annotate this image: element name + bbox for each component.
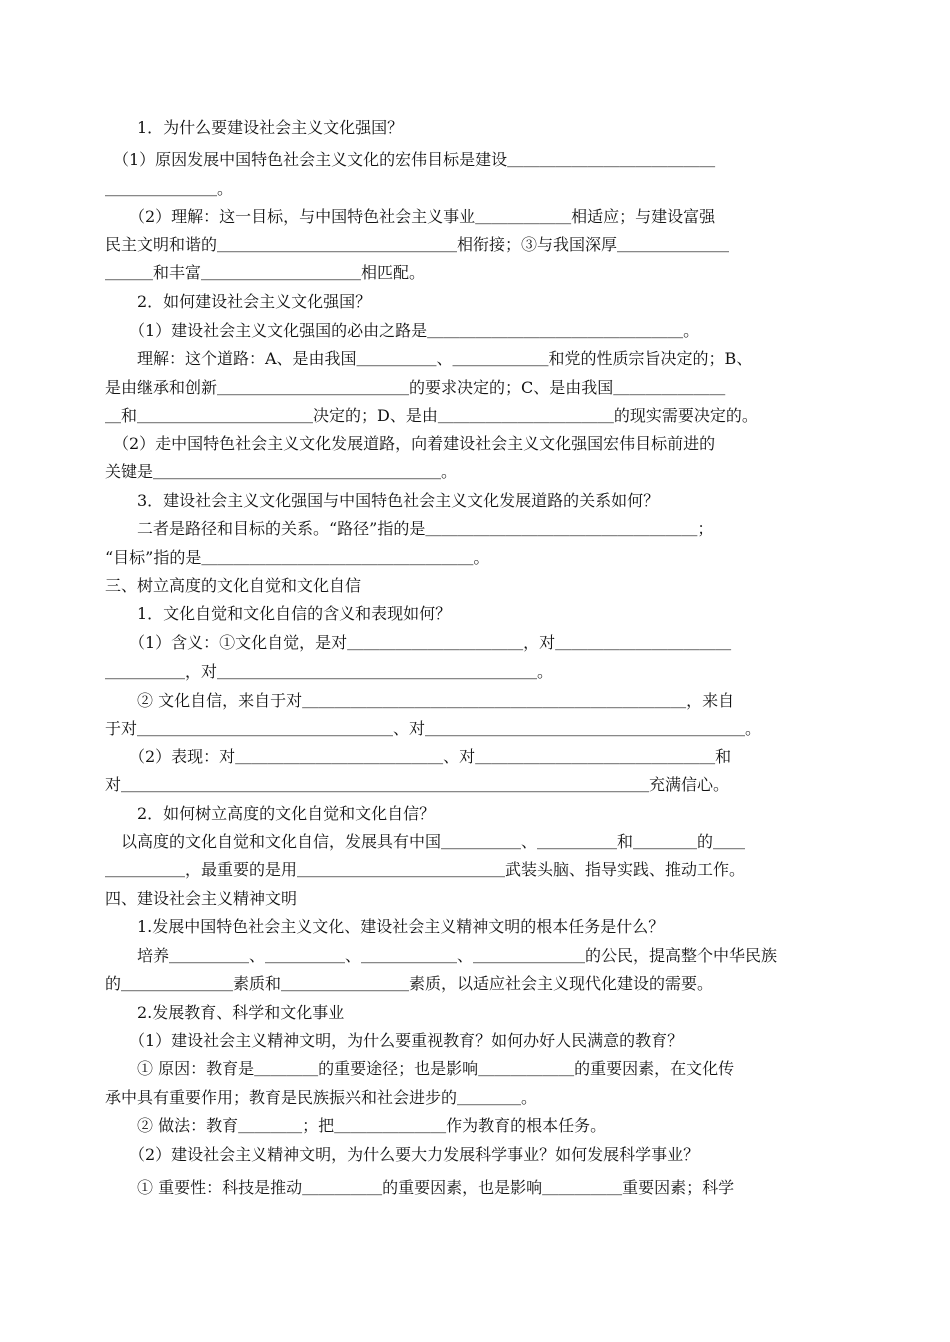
text-line: （2）走中国特色社会主义文化发展道路，向着建设社会主义文化强国宏伟目标前进的: [105, 434, 716, 453]
question-heading: 2.发展教育、科学和文化事业: [105, 1003, 345, 1022]
text-line: 民主文明和谐的＿＿＿＿＿＿＿＿＿＿＿＿＿＿＿相衔接；③与我国深厚＿＿＿＿＿＿＿: [105, 235, 730, 254]
section-heading: 三、树立高度的文化自觉和文化自信: [105, 576, 362, 595]
question-heading: 3．建设社会主义文化强国与中国特色社会主义文化发展道路的关系如何？: [105, 491, 660, 510]
text-line: 二者是路径和目标的关系。“路径”指的是＿＿＿＿＿＿＿＿＿＿＿＿＿＿＿＿＿；: [105, 519, 714, 538]
text-line: （2）理解：这一目标，与中国特色社会主义事业＿＿＿＿＿＿相适应；与建设富强: [105, 207, 716, 226]
text-line: 关键是＿＿＿＿＿＿＿＿＿＿＿＿＿＿＿＿＿＿。: [105, 462, 458, 481]
text-line: （1）建设社会主义精神文明，为什么要重视教育？如何办好人民满意的教育？: [105, 1031, 684, 1050]
text-line: （2）表现：对＿＿＿＿＿＿＿＿＿＿＿＿＿、对＿＿＿＿＿＿＿＿＿＿＿＿＿＿＿和: [105, 747, 732, 766]
text-line: （1）建设社会主义文化强国的必由之路是＿＿＿＿＿＿＿＿＿＿＿＿＿＿＿＿。: [105, 321, 700, 340]
text-line: 对＿＿＿＿＿＿＿＿＿＿＿＿＿＿＿＿＿＿＿＿＿＿＿＿＿＿＿＿＿＿＿＿＿充满信心。: [105, 775, 730, 794]
text-line: 于对＿＿＿＿＿＿＿＿＿＿＿＿＿＿＿＿、对＿＿＿＿＿＿＿＿＿＿＿＿＿＿＿＿＿＿＿＿。: [105, 719, 762, 738]
question-heading: 1．文化自觉和文化自信的含义和表现如何？: [105, 604, 452, 623]
text-line: ＿＿＿和丰富＿＿＿＿＿＿＿＿＿＿相匹配。: [105, 263, 426, 282]
text-line: ② 文化自信，来自于对＿＿＿＿＿＿＿＿＿＿＿＿＿＿＿＿＿＿＿＿＿＿＿＿，来自: [105, 691, 735, 710]
text-line: ＿＿＿＿＿，最重要的是用＿＿＿＿＿＿＿＿＿＿＿＿＿武装头脑、指导实践、推动工作。: [105, 860, 746, 879]
question-heading: 1．为什么要建设社会主义文化强国？: [105, 118, 404, 137]
text-line: 承中具有重要作用；教育是民族振兴和社会进步的＿＿＿＿。: [105, 1088, 538, 1107]
text-line: 以高度的文化自觉和文化自信，发展具有中国＿＿＿＿＿、＿＿＿＿＿和＿＿＿＿的＿＿: [105, 832, 746, 851]
text-line: ＿＿＿＿＿＿＿。: [105, 179, 234, 198]
text-line: （2）建设社会主义精神文明，为什么要大力发展科学事业？如何发展科学事业？: [105, 1145, 700, 1164]
text-line: ② 做法：教育＿＿＿＿；把＿＿＿＿＿＿＿作为教育的根本任务。: [105, 1116, 607, 1135]
text-line: ① 原因：教育是＿＿＿＿的重要途径；也是影响＿＿＿＿＿＿的重要因素，在文化传: [105, 1059, 735, 1078]
section-heading: 四、建设社会主义精神文明: [105, 889, 298, 908]
text-line: “目标”指的是＿＿＿＿＿＿＿＿＿＿＿＿＿＿＿＿＿。: [105, 548, 490, 567]
text-line: 的＿＿＿＿＿＿＿素质和＿＿＿＿＿＿＿＿素质，以适应社会主义现代化建设的需要。: [105, 974, 714, 993]
question-heading: 2．如何建设社会主义文化强国？: [105, 292, 372, 311]
text-line: ＿＿＿＿＿，对＿＿＿＿＿＿＿＿＿＿＿＿＿＿＿＿＿＿＿＿。: [105, 662, 554, 681]
text-line: （1）原因发展中国特色社会主义文化的宏伟目标是建设＿＿＿＿＿＿＿＿＿＿＿＿＿: [105, 150, 716, 169]
text-line: 是由继承和创新＿＿＿＿＿＿＿＿＿＿＿＿的要求决定的；C、是由我国＿＿＿＿＿＿＿: [105, 378, 726, 397]
question-heading: 1.发展中国特色社会主义文化、建设社会主义精神文明的根本任务是什么？: [105, 917, 665, 936]
text-line: 培养＿＿＿＿＿、＿＿＿＿＿、＿＿＿＿＿＿、＿＿＿＿＿＿＿的公民，提高整个中华民族: [105, 946, 778, 965]
text-line: ① 重要性：科技是推动＿＿＿＿＿的重要因素，也是影响＿＿＿＿＿重要因素；科学: [105, 1178, 735, 1197]
text-line: ＿和＿＿＿＿＿＿＿＿＿＿＿决定的；D、是由＿＿＿＿＿＿＿＿＿＿＿的现实需要决定的。: [105, 406, 758, 425]
text-line: 理解：这个道路：A、是由我国＿＿＿＿＿、＿＿＿＿＿＿和党的性质宗旨决定的；B、: [105, 349, 753, 368]
text-line: （1）含义：①文化自觉，是对＿＿＿＿＿＿＿＿＿＿＿，对＿＿＿＿＿＿＿＿＿＿＿: [105, 633, 732, 652]
question-heading: 2．如何树立高度的文化自觉和文化自信？: [105, 804, 436, 823]
